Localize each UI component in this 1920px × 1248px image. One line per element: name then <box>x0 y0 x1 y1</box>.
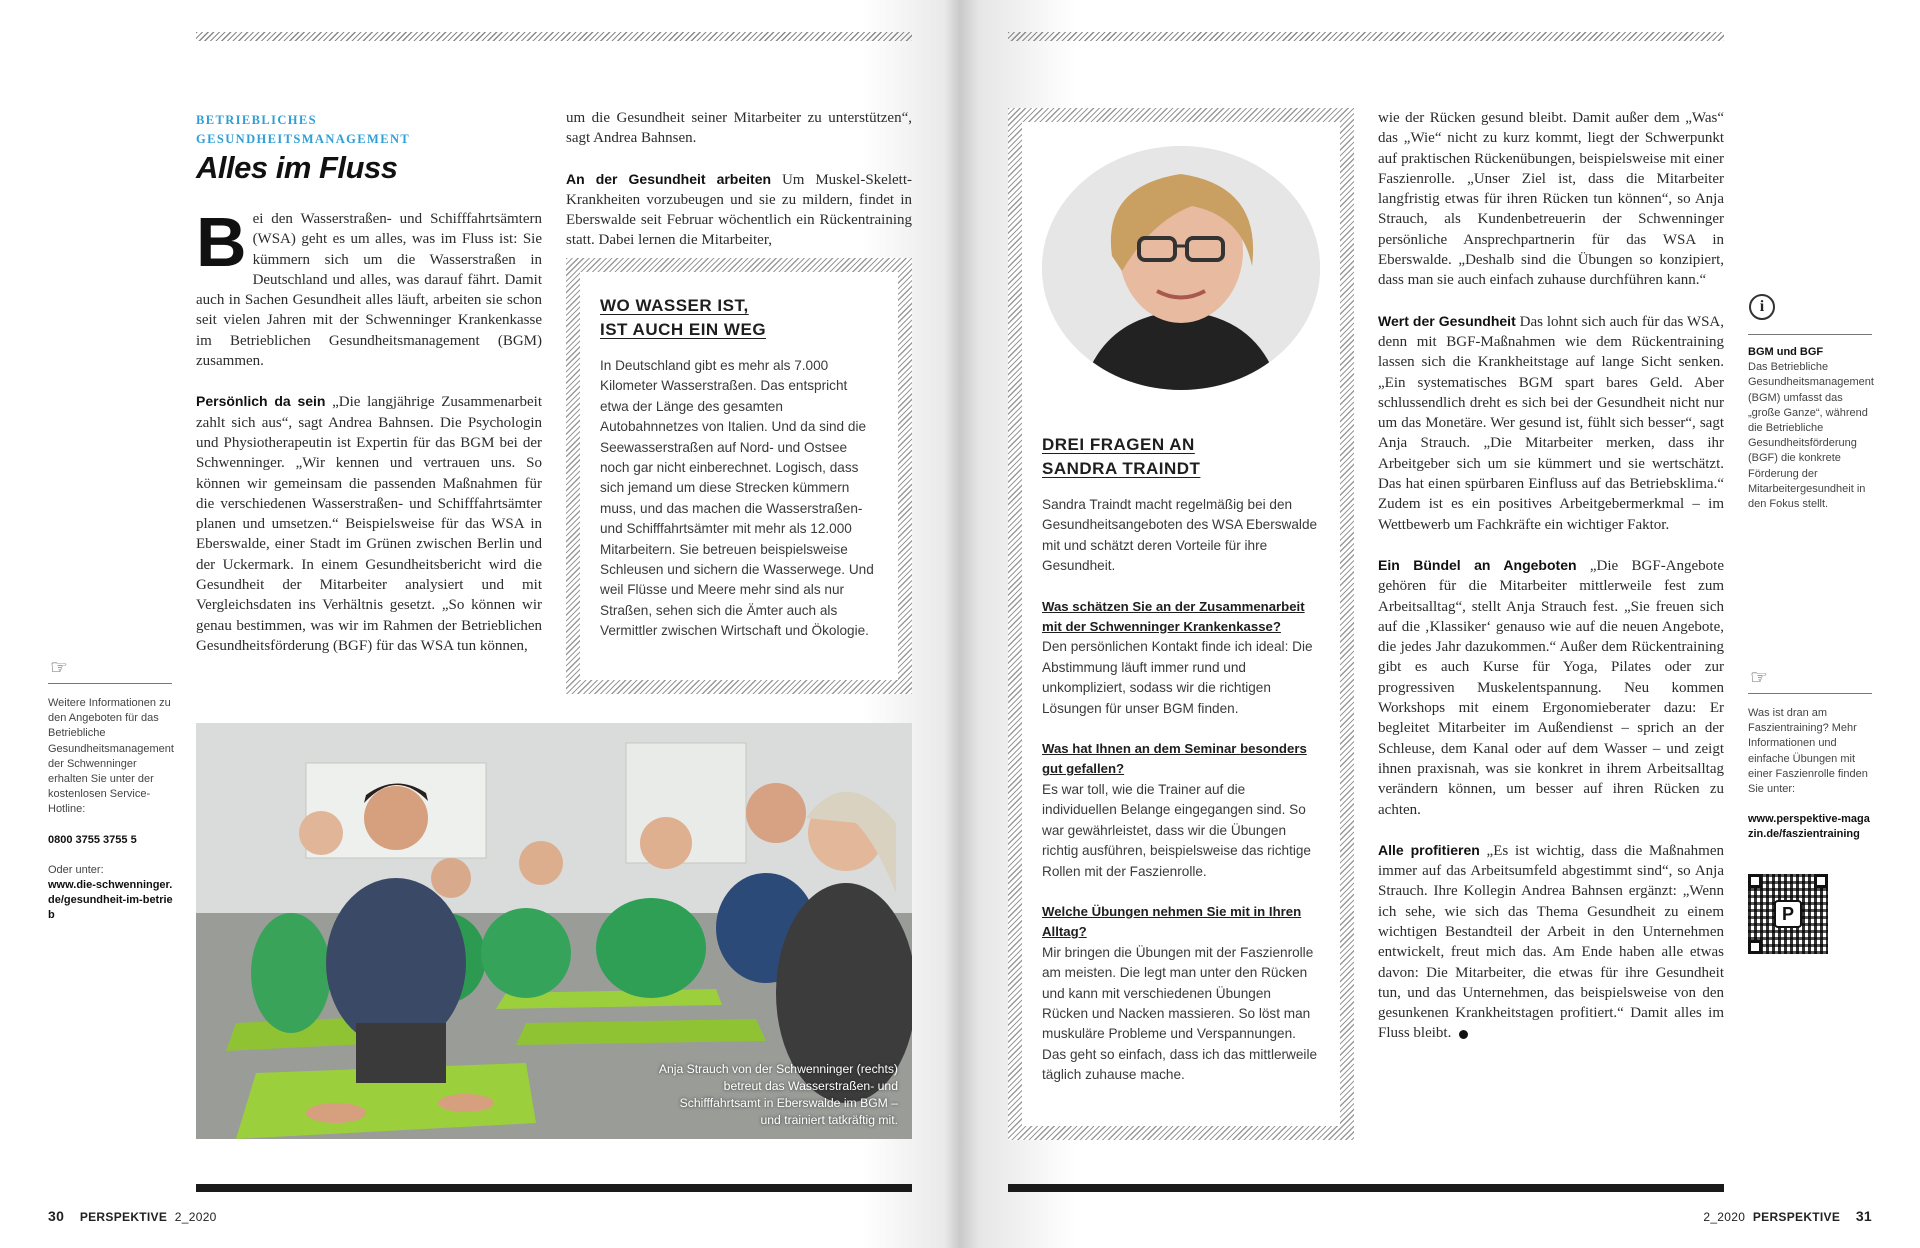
interview-answer-2: Es war toll, wie die Trainer auf die individuellen Belange eingegangen sind. So war gewährleistet, dass wir die Übungen richtig ausführen, beispielsweise das richtige Rollen mit der Faszienrolle. <box>1042 781 1311 879</box>
left-sidebar-url[interactable]: www.die-schwenninger.de/gesundheit-im-betrieb <box>48 879 173 922</box>
interview-content <box>1042 433 1320 1086</box>
subhead-persoenlich: Persönlich da sein <box>196 393 326 410</box>
drop-cap: B <box>196 203 247 281</box>
top-hatch-rule-right <box>1008 32 1724 41</box>
magazine-name-left: PERSPEKTIVE <box>79 1210 168 1224</box>
paragraph-buendel-angebote: „Die BGF-Angebote gehören für die Mitarbeiter mittlerweile fest zum Arbeitsalltag“, stellt Anja Strauch fest. „Sie freuen sich auf die ‚Klassiker‘ genauso wie auf die neuen Angebote, die jedes Jahr dazukommen.“ Außer dem Rückentraining gibt es auch Kurse für Yoga, Pilates oder zur progressiven Muskelentspannung. Neu kommen Workshops mit einem Ergonomieberater dazu: Er begleitet Mitarbeiter im Außendienst – sprich an der Schleuse, dem Kanal oder auf dem Wasser – und zeigt ihnen praxisnah, was sie konkret in ihrem Arbeitsalltag verändern können, um besser auf ihren Rücken zu achten. <box>1378 557 1725 818</box>
left-column-1 <box>196 203 542 656</box>
interview-answer-1: Den persönlichen Kontakt finde ich ideal: Die Abstimmung läuft immer rund und unkompliziert, sodass wir die richtigen Lösungen für unser BGM finden. <box>1042 639 1313 716</box>
article-title: Alles im Fluss <box>196 150 398 185</box>
portrait-illustration <box>1042 146 1320 390</box>
page-number-right: 31 <box>1855 1208 1872 1224</box>
subhead-alle-profitieren: Alle profitieren <box>1378 841 1480 858</box>
info-box-text: In Deutschland gibt es mehr als 7.000 Kilometer Wasserstraßen. Das entspricht etwa der Länge des gesamten Autobahnnetzes von Italien. Und da sind die Seewasserstraßen auf Nord- und Ostsee noch gar nicht einberechnet. Logisch, dass sich jemand um diese Strecken kümmern muss, und das machen die Wasserstraßen- und Schifffahrtsämter mit mehr als 12.000 Mitarbeitern. Sie betreuen beispielsweise Schleusen und sichern die Wasserwege. Und weil Flüsse und Meere mehr sind als nur Straßen, sehen sich die Ämter auch als Vermittler zwischen Wirtschaft und Ökologie. <box>600 358 874 639</box>
qr-corner-tr <box>1814 874 1828 888</box>
interview-answer-3: Mir bringen die Übungen mit der Faszienrolle am meisten. Die legt man unter den Rücken und kann mit verschiedenen Übungen Rücken und Nacken massieren. So löst man muskuläre Probleme und Verspannungen. Das geht so einfach, dass ich das mittlerweile täglich zuhause mache. <box>1042 944 1318 1083</box>
interview-question-1: Was schätzen Sie an der Zusammenarbeit mit der Schwenninger Krankenkasse? <box>1042 598 1305 635</box>
left-sidebar-online-label: Oder unter: <box>48 863 104 876</box>
link-sidebar-url[interactable]: www.perspektive-magazin.de/faszientraining <box>1748 813 1870 841</box>
interview-question-3: Welche Übungen nehmen Sie mit in Ihren Alltag? <box>1042 903 1302 940</box>
paragraph-persoenlich: „Die langjährige Zusammenarbeit zahlt sich aus“, sagt Andrea Bahnsen. Die Psychologin und Physiotherapeutin ist Expertin für das BGM bei der Schwenninger. „Wir kennen und vertrauen uns. So können wir gemeinsam die passenden Maßnahmen für die verschiedenen Wasserstraßen- und Schifffahrtsämter planen und umsetzen.“ Beispielsweise für das WSA in Eberswalde, einer Stadt im Grünen zwischen Berlin und der Uckermark. In einem Gesundheitsbericht wird die Gesundheit der Mitarbeiter analysiert und mit Vergleichsdaten ins Verhältnis gesetzt. „So können wir genau bestimmen, was wir im Rahmen der Betrieblichen Gesundheitsförderung (BGF) für das WSA tun können, <box>196 394 542 654</box>
paragraph-wie-ruecken: wie der Rücken gesund bleibt. Damit außer dem „Was“ das „Wie“ nicht zu kurz kommt, liegt der Schwerpunkt auf praktischen Rückenübungen, beispielsweise mit einer Faszienrolle. „Unser Ziel ist, dass die Mitarbeiter langfristig etwas für ihren Rücken tun können“, so Anja Strauch, als Kundenbetreuerin der Schwenninger persönliche Ansprechpartnerin für das WSA in Eberswalde. „Deshalb sind die Übungen so konzipiert, dass man sie auch einfach zuhause durchführen kann.“ <box>1378 110 1724 289</box>
hotline-number: 0800 3755 3755 5 <box>48 833 137 846</box>
footer-left <box>48 1208 217 1224</box>
link-sidebar-text: Was ist dran am Faszientraining? Mehr Informationen und einfache Übungen mit einer Faszienrolle finden Sie unter: <box>1748 707 1868 796</box>
pointing-hand-icon: ☞ <box>50 657 68 679</box>
bottom-rule-left <box>196 1184 912 1192</box>
paragraph-alle-profitieren: „Es ist wichtig, dass die Maßnahmen immer auf das Arbeitsumfeld abgestimmt sind“, so Anja Strauch. Ihre Kollegin Andrea Bahnsen ergänzt: „Wenn ich sehe, wie sich das Thema Gesundheit zu einem wichtigen Bestandteil der Arbeit in den Unternehmen entwickelt, freut mich das. Am Ende haben alle etwas davon: Die Mitarbeiter, die etwas für ihre Gesundheit tun, und das Unternehmen, das beispielsweise von den gesunkenen Krankheitstagen profitiert.“ Damit alles im Fluss bleibt. <box>1378 842 1724 1042</box>
photo-caption: Anja Strauch von der Schwenninger (rechts) betreut das Wasserstraßen- und Schifffahrtsamt in Eberswalde im BGM – und trainiert tatkräftig mit. <box>658 1062 898 1127</box>
right-column <box>1378 108 1724 1044</box>
info-sidebar <box>1748 345 1874 512</box>
info-sidebar-text: Das Betriebliche Gesundheitsmanagement (BGM) umfasst das „große Ganze“, während die Betriebliche Gesundheitsförderung (BGF) die konkrete Förderung der Mitarbeitergesundheit in den Fokus stellt. <box>1748 361 1874 511</box>
training-photo <box>196 723 912 1139</box>
info-box-title-line1: WO WASSER IST, <box>600 296 749 315</box>
info-sidebar-title: BGM und BGF <box>1748 346 1824 358</box>
left-sidebar <box>48 696 176 924</box>
subhead-wert-gesundheit: Wert der Gesundheit <box>1378 312 1516 329</box>
portrait-sandra-traindt <box>1042 146 1320 390</box>
qr-code[interactable] <box>1748 874 1828 954</box>
article-kicker: BETRIEBLICHES GESUNDHEITSMANAGEMENT <box>196 113 411 146</box>
info-sidebar-rule <box>1748 334 1872 335</box>
intro-paragraph: ei den Wasserstraßen- und Schifffahrtsämtern (WSA) geht es um alles, was im Fluss ist: Sie kümmern sich um die Wasserstraßen in Deutschland und alles, was darauf fährt. Damit auch in Sachen Gesundheit alles läuft, arbeiten sie schon seit vielen Jahren mit der Schwenninger Krankenkasse im Betrieblichen Gesundheitsmanagement (BGM) zusammen. <box>196 211 542 370</box>
interview-title-line2: SANDRA TRAINDT <box>1042 459 1201 478</box>
subhead-buendel-angebote: Ein Bündel an Angeboten <box>1378 556 1577 573</box>
magazine-name-right: PERSPEKTIVE <box>1752 1210 1841 1224</box>
left-sidebar-rule <box>48 683 172 684</box>
paragraph-continuation: um die Gesundheit seiner Mitarbeiter zu unterstützen“, sagt Andrea Bahnsen. <box>566 110 912 147</box>
issue-left: 2_2020 <box>174 1210 217 1224</box>
page-number-left: 30 <box>48 1208 65 1224</box>
qr-corner-bl <box>1748 940 1762 954</box>
left-sidebar-text: Weitere Informationen zu den Angeboten für das Betriebliche Gesundheitsmanagement der Schwenninger erhalten Sie unter der kostenlosen Service-Hotline: <box>48 697 174 816</box>
info-icon: i <box>1749 294 1775 320</box>
top-hatch-rule-left <box>196 32 912 41</box>
info-box-title-line2: IST AUCH EIN WEG <box>600 320 767 339</box>
link-sidebar <box>1748 706 1874 843</box>
paragraph-wert-gesundheit: Das lohnt sich auch für das WSA, denn mit BGF-Maßnahmen wie dem Rückentraining lassen sich die Krankheitstage auf lange Sicht senken. „Ein systematisches BGM spart bares Geld. Aber schlussendlich dreht es sich bei der Gesundheit nicht nur um das Monetäre. Wer gesund ist, fühlt sich besser“, sagt Anja Strauch. „Die Mitarbeiter merken, dass ihr Arbeitgeber sich um sie kümmert und sie wertschätzt. Das hat einen spürbaren Einfluss auf das Betriebsklima.“ Zudem ist es ein positives Arbeitgebermerkmal – im Wettbewerb um Fachkräfte ein wichtiger Faktor. <box>1378 313 1725 533</box>
interview-question-2: Was hat Ihnen an dem Seminar besonders gut gefallen? <box>1042 741 1307 777</box>
paragraph-gesundheit-arbeiten: Um Muskel-Skelett-Krankheiten vorzubeugen und sie zu mildern, findet in Eberswalde seit Februar wöchentlich ein Rückentraining statt. Dabei lernen die Mitarbeiter, <box>566 171 912 249</box>
link-sidebar-rule <box>1748 693 1872 694</box>
info-box-wasser <box>566 258 912 694</box>
subhead-gesundheit-arbeiten: An der Gesundheit arbeiten <box>566 170 772 187</box>
bottom-rule-right <box>1008 1184 1724 1192</box>
interview-intro: Sandra Traindt macht regelmäßig bei den Gesundheitsangeboten des WSA Eberswalde mit und schätzt deren Vorteile für ihre Gesundheit. <box>1042 497 1318 574</box>
footer-right <box>1703 1208 1872 1224</box>
issue-right: 2_2020 <box>1703 1210 1746 1224</box>
qr-logo: P <box>1774 900 1802 928</box>
left-column-2 <box>566 108 912 251</box>
qr-corner-tl <box>1748 874 1762 888</box>
pointing-hand-icon-right: ☞ <box>1750 667 1768 689</box>
interview-title-line1: DREI FRAGEN AN <box>1042 435 1195 454</box>
end-mark-icon <box>1459 1030 1468 1039</box>
